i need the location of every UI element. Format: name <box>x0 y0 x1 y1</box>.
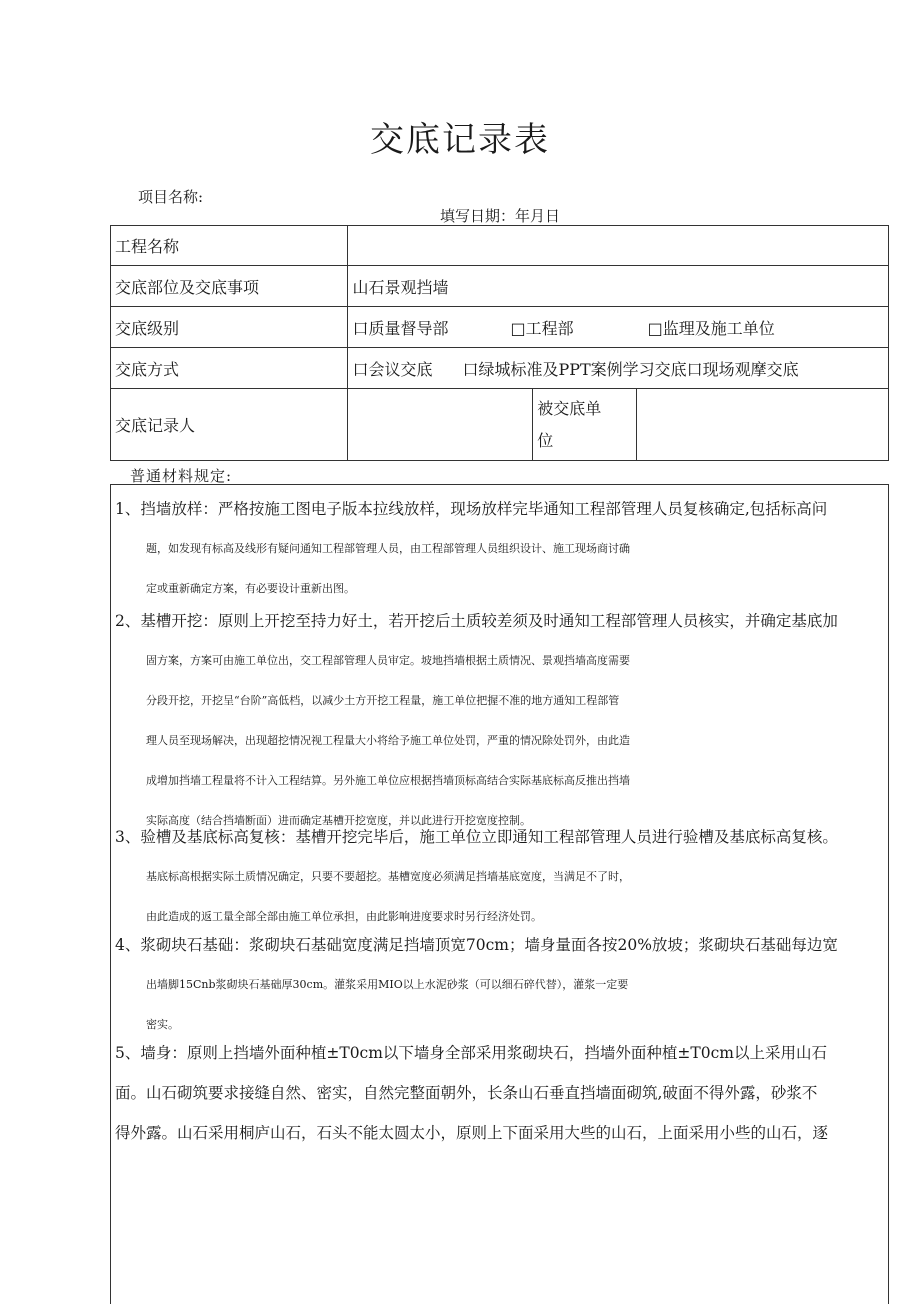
rule-line: 1、挡墙放样：严格按施工图电子版本拉线放样，现场放样完毕通知工程部管理人员复核确定,包括标高问 <box>115 500 828 518</box>
rule-line: 实际高度（结合挡墙断面）进而确定基槽开挖宽度，并以此进行开挖宽度控制。 <box>146 814 531 827</box>
rule-line: 4、浆砌块石基础：浆砌块石基础宽度满足挡墙顶宽70cm；墙身量面各按20%放坡；浆砌块石基础每边宽 <box>115 936 838 954</box>
rule-line: 成增加挡墙工程量将不计入工程结算。另外施工单位应根据挡墙顶标高结合实际基底标高反推出挡墙 <box>146 774 630 787</box>
rule-line: 定或重新确定方案，有必要设计重新出图。 <box>146 582 355 595</box>
method-option-standard[interactable]: 口绿城标准及PPT案例学习交底口现场观摩交底 <box>462 359 799 379</box>
rules-label: 普通材料规定: <box>130 467 233 485</box>
recipient-label-line1: 被交底单 <box>537 399 602 418</box>
page-title: 交底记录表 <box>370 120 550 160</box>
level-option-engineering[interactable]: □工程部 <box>510 318 574 338</box>
rule-2 <box>115 601 884 841</box>
method-option-meeting[interactable]: 口会议交底 <box>352 359 433 379</box>
row-level <box>111 307 889 348</box>
rule-line: 2、基槽开挖：原则上开挖至持力好土，若开挖后土质较差须及时通知工程部管理人员核实，并确定基底加 <box>115 612 838 630</box>
rule-1 <box>115 489 884 609</box>
rule-4 <box>115 925 884 1045</box>
info-table <box>110 225 889 461</box>
rule-3 <box>115 817 884 937</box>
rule-line: 基底标高根据实际土质情况确定，只要不要超挖。基槽宽度必须满足挡墙基底宽度，当满足不了时， <box>146 870 630 883</box>
rule-line: 5、墙身：原则上挡墙外面种植±T0cm以下墙身全部采用浆砌块石，挡墙外面种植±T0cm以上采用山石 <box>115 1044 827 1062</box>
rule-line: 题，如发现有标高及线形有疑问通知工程部管理人员，由工程部管理人员组织设计、施工现场商讨确 <box>146 542 630 555</box>
level-option-quality[interactable]: 口质量督导部 <box>352 318 449 338</box>
recipient-cell-value[interactable] <box>637 389 889 461</box>
rule-line: 由此造成的返工量全部全部由施工单位承担，由此影响进度要求时另行经济处罚。 <box>146 910 542 923</box>
rule-line: 固方案，方案可由施工单位出，交工程部管理人员审定。坡地挡墙根据土质情况、景观挡墙高度需要 <box>146 654 630 667</box>
rule-line: 出墙脚15Cnb浆砌块石基础厚30cm。灌浆采用MIO以上水泥砂浆（可以细石碎代替），灌浆一定要 <box>146 978 629 991</box>
rule-5 <box>115 1033 884 1153</box>
recorder-cell-value[interactable] <box>348 389 533 461</box>
row-recorder <box>111 389 889 461</box>
row-project-name <box>111 226 889 266</box>
row-method <box>111 348 889 389</box>
part-cell-value: 山石景观挡墙 <box>348 266 889 307</box>
part-cell-label: 交底部位及交底事项 <box>111 266 348 307</box>
recipient-cell-label <box>533 389 637 461</box>
level-cell-label: 交底级别 <box>111 307 348 348</box>
rule-line: 面。山石砌筑要求接缝自然、密实，自然完整面朝外，长条山石垂直挡墙面砌筑,破面不得外露，砂浆不 <box>115 1084 818 1102</box>
rule-line: 3、验槽及基底标高复核：基槽开挖完毕后，施工单位立即通知工程部管理人员进行验槽及基底标高复核。 <box>115 828 838 846</box>
recorder-cell-label: 交底记录人 <box>111 389 348 461</box>
level-option-supervision[interactable]: □监理及施工单位 <box>647 318 775 338</box>
rule-line: 得外露。山石采用桐庐山石，石头不能太圆太小，原则上下面采用大些的山石，上面采用小些的山石，逐 <box>115 1124 829 1142</box>
project-name-cell-label: 工程名称 <box>111 226 348 266</box>
recipient-label-line2: 位 <box>537 431 554 450</box>
fill-date-label: 填写日期：年月日 <box>440 207 561 225</box>
level-cell-value <box>348 307 889 348</box>
rule-line: 分段开挖，开挖呈“台阶”高低档，以减少土方开挖工程量，施工单位把握不准的地方通知工程部管 <box>146 694 620 707</box>
rule-line: 密实。 <box>146 1018 179 1031</box>
rules-box <box>110 484 889 1304</box>
method-cell-value <box>348 348 889 389</box>
method-cell-label: 交底方式 <box>111 348 348 389</box>
rule-line: 理人员至现场解决，出现超挖情况视工程量大小将给予施工单位处罚，严重的情况除处罚外，由此造 <box>146 734 630 747</box>
project-name-cell-value[interactable] <box>348 226 889 266</box>
row-part <box>111 266 889 307</box>
project-name-label: 项目名称: <box>138 188 204 206</box>
